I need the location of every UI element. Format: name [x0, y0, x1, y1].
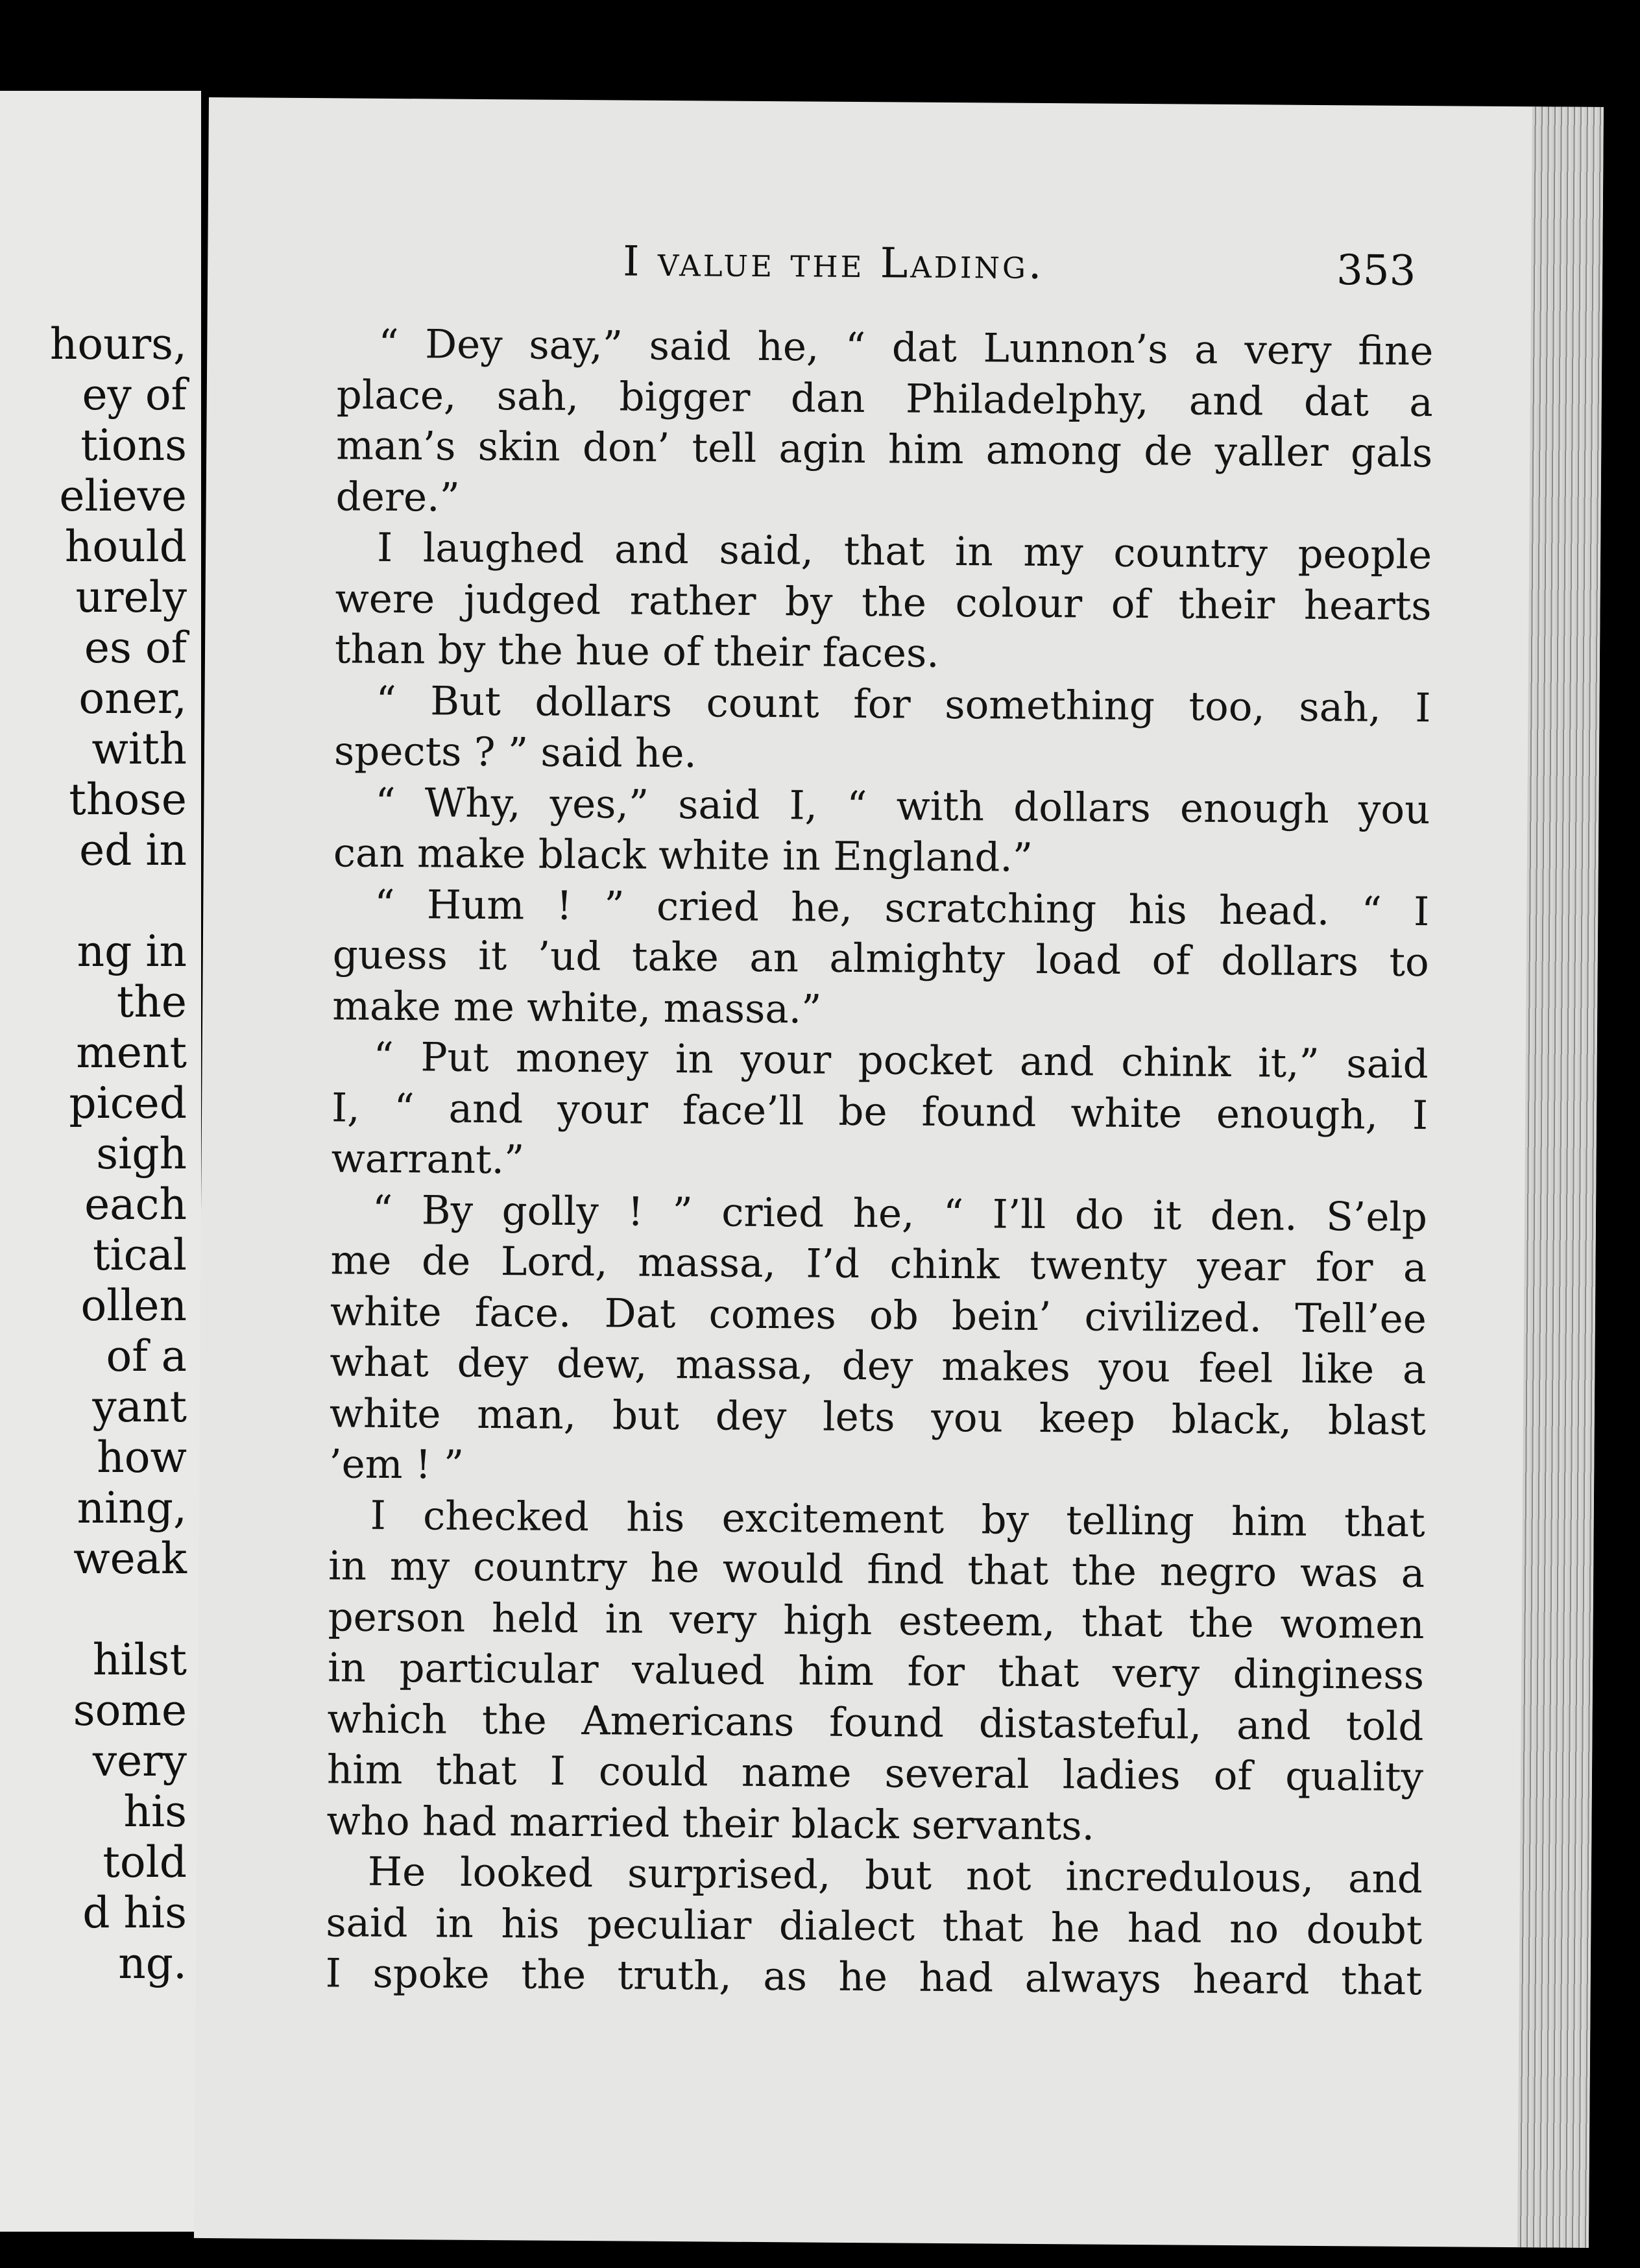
left-page-line: urely [75, 572, 187, 622]
text-line: who had married their black servants. [326, 1797, 1095, 1850]
text-line: in my country he would find that the negro was a [328, 1543, 1425, 1597]
page-number: 353 [1336, 247, 1416, 295]
left-page-line: hould [64, 522, 187, 572]
text-line: ’em ! ” [329, 1441, 464, 1488]
text-line: were judged rather by the colour of their hearts [335, 575, 1432, 629]
left-page-line: some [73, 1685, 187, 1735]
left-page-line: ning, [77, 1483, 187, 1533]
left-page-line: how [97, 1432, 187, 1482]
left-page-line: hours, [49, 319, 187, 369]
text-line: than by the hue of their faces. [334, 626, 939, 677]
text-line: warrant.” [331, 1135, 525, 1183]
left-page-line: ment [76, 1028, 187, 1078]
left-page-line: d his [82, 1888, 187, 1938]
left-page-line: yant [92, 1382, 187, 1432]
left-page-line [0, 1584, 187, 1635]
left-page-line: tions [80, 420, 187, 470]
text-line: He looked surprised, but not incredulous, and [367, 1848, 1423, 1903]
text-line: I spoke the truth, as he had always heard that [325, 1950, 1423, 2005]
text-line: “ Dey say,” said he, “ dat Lunnon’s a very fine [378, 320, 1434, 375]
left-page-line: told [102, 1837, 187, 1887]
left-page-line: sigh [96, 1129, 187, 1179]
text-line: dere.” [335, 473, 460, 521]
left-page-line: very [92, 1736, 187, 1786]
text-line: in particular valued him for that very dinginess [327, 1645, 1425, 1699]
text-line: spects ? ” said he. [333, 728, 697, 777]
text-line: “ Put money in your pocket and chink it,” said [373, 1033, 1429, 1088]
left-page-line: with [91, 724, 187, 774]
left-page-line: piced [69, 1078, 187, 1128]
text-line: I laughed and said, that in my country people [376, 524, 1432, 579]
left-page-line: elieve [59, 471, 187, 521]
left-page-fragment [0, 91, 201, 2232]
left-page-line: ed in [79, 825, 187, 875]
text-line: can make black white in England.” [333, 830, 1033, 881]
left-page-line: each [84, 1179, 187, 1229]
text-line: place, sah, bigger dan Philadelphy, and dat a [336, 371, 1434, 426]
left-page-line: his [123, 1787, 187, 1837]
text-line: “ By golly ! ” cried he, “ I’ll do it den. S’elp [372, 1187, 1428, 1240]
left-page-line: those [69, 775, 187, 825]
left-page-line: ng in [77, 926, 187, 976]
text-line: white face. Dat comes ob bein’ civilized. Tell’ee [330, 1288, 1427, 1342]
book-page [194, 97, 1604, 2248]
page-header [208, 235, 1416, 315]
text-line: person held in very high esteem, that the women [328, 1593, 1425, 1648]
text-line: “ Hum ! ” cried he, scratching his head. “ I [374, 881, 1430, 935]
left-page-line: of a [106, 1331, 187, 1381]
text-line: make me white, massa.” [332, 982, 822, 1033]
text-line: said in his peculiar dialect that he had no doubt [326, 1899, 1423, 1953]
text-line: “ But dollars count for something too, sah, I [376, 677, 1431, 731]
left-page-line: oner, [78, 673, 187, 723]
text-line: what dey dew, massa, dey makes you feel like a [330, 1339, 1427, 1393]
text-line: I checked his excitement by telling him that [370, 1492, 1425, 1546]
left-page-line: hilst [92, 1635, 187, 1685]
left-page-line: tical [92, 1230, 187, 1280]
text-line: I, “ and your face’ll be found white enough, I [331, 1084, 1429, 1139]
left-page-line: ey of [82, 370, 187, 420]
left-page-line [0, 876, 187, 926]
left-page-line: the [116, 977, 187, 1027]
text-line: “ Why, yes,” said I, “ with dollars enough you [375, 779, 1430, 833]
text-line: which the Americans found distasteful, and told [327, 1695, 1424, 1750]
left-page-text [0, 319, 187, 1989]
left-page-line: weak [73, 1534, 187, 1584]
text-line: white man, but dey lets you keep black, blast [329, 1390, 1427, 1444]
running-head: I value the Lading. [622, 237, 1044, 289]
text-line: guess it ’ud take an almighty load of dollars to [332, 932, 1429, 986]
page-edge [1517, 106, 1604, 2248]
text-line: man’s skin don’ tell agin him among de yaller gals [336, 422, 1433, 477]
left-page-line: ng. [118, 1938, 187, 1988]
text-line: him that I could name several ladies of quality [326, 1746, 1424, 1801]
left-page-line: ollen [80, 1281, 187, 1331]
text-line: me de Lord, massa, I’d chink twenty year for a [330, 1237, 1427, 1292]
left-page-line: es of [84, 623, 187, 673]
page-body-text [326, 319, 1434, 2007]
